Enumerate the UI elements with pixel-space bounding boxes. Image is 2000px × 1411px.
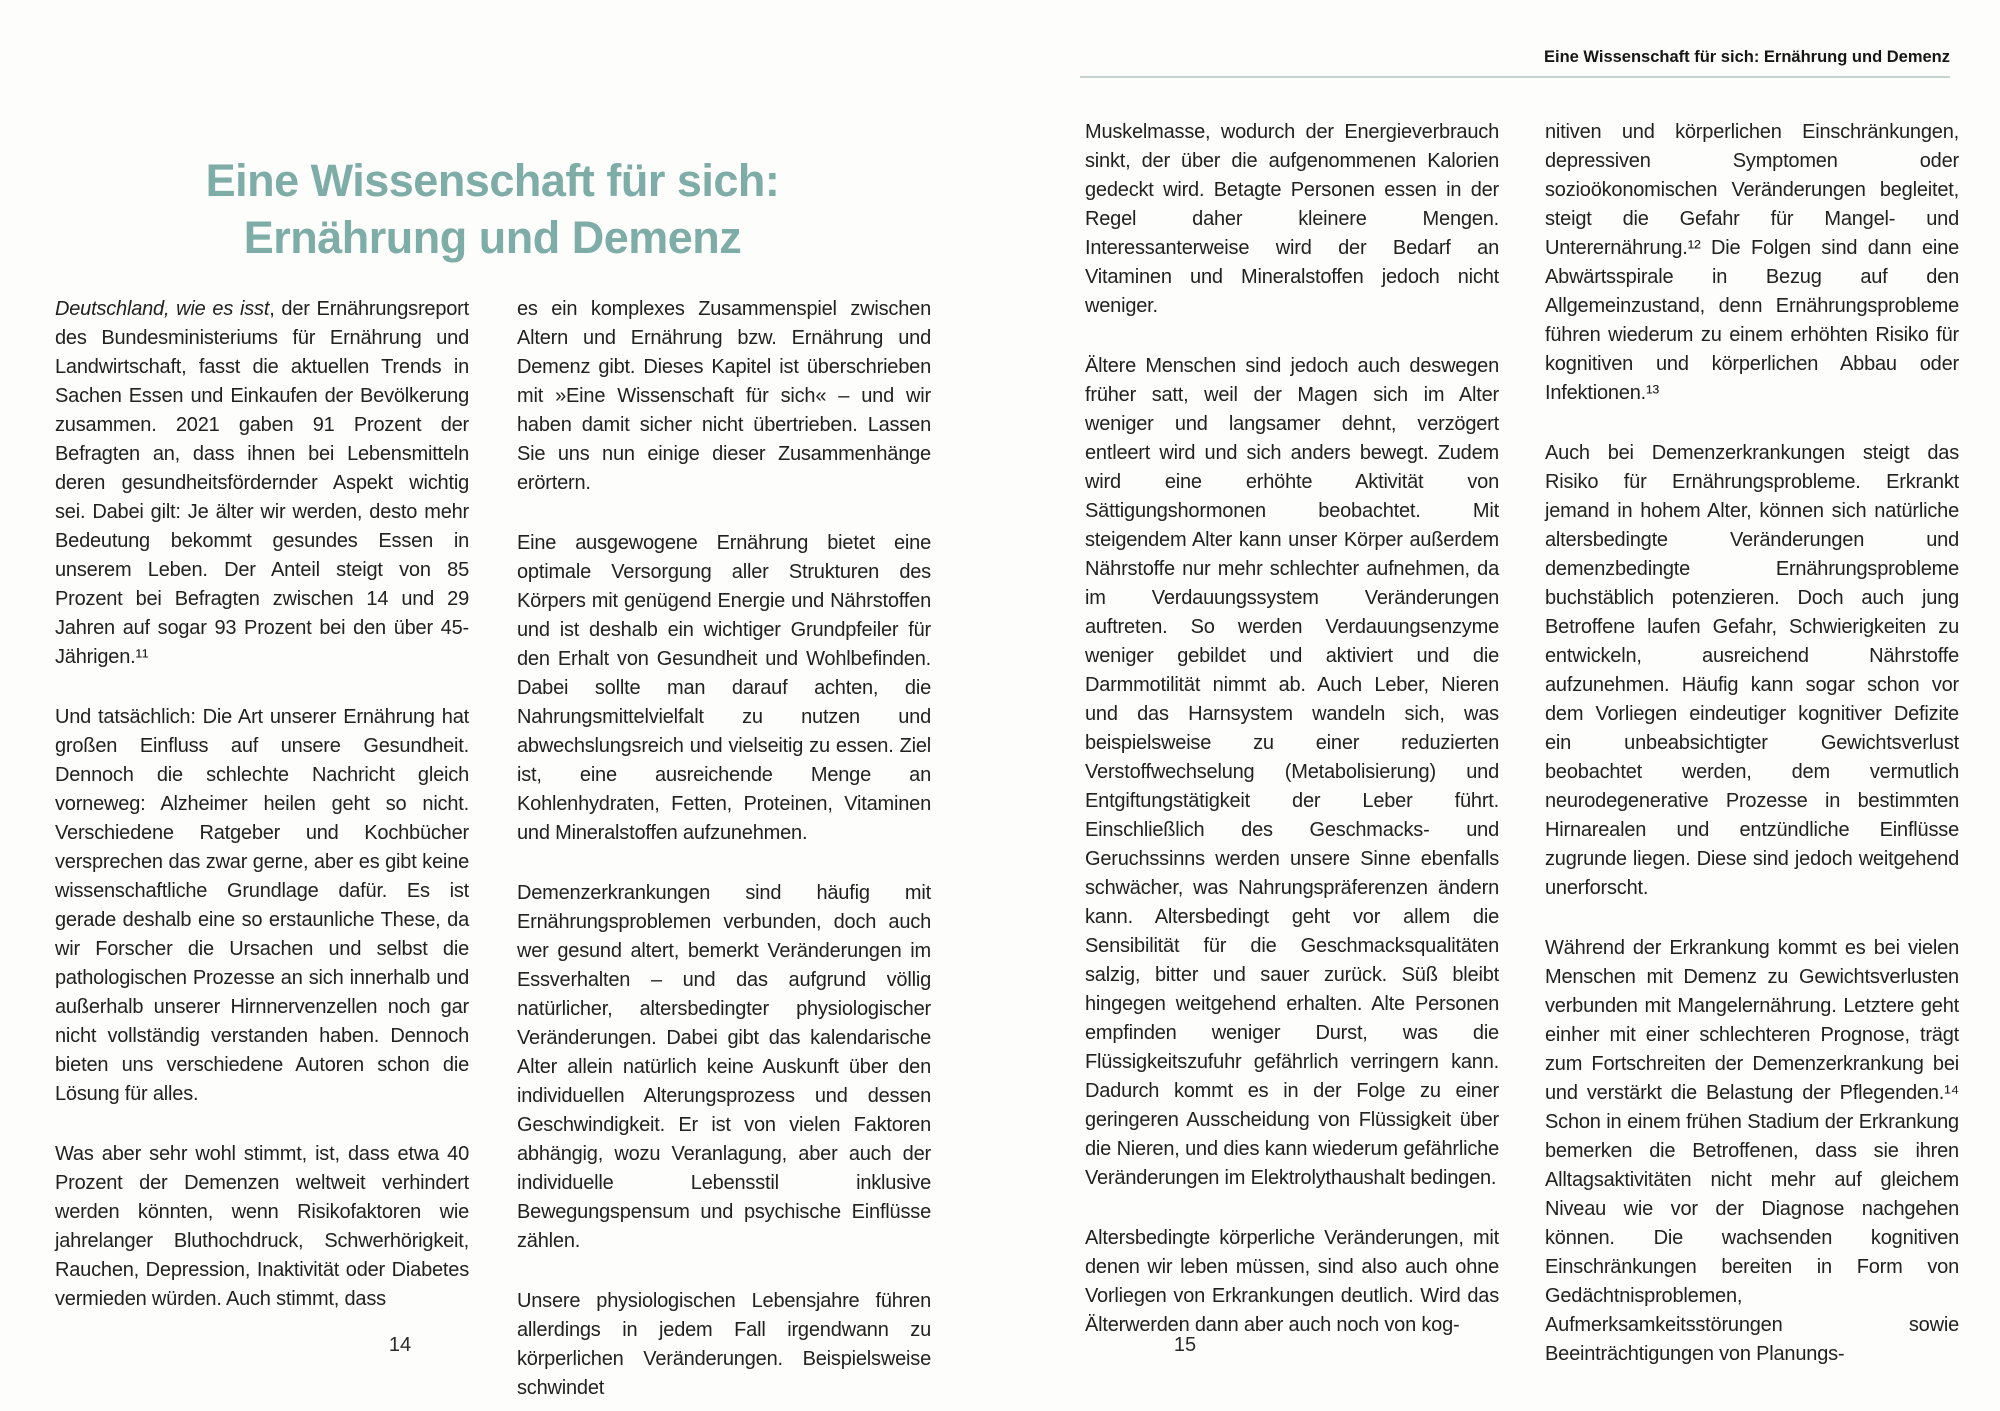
body-paragraph: Demenzerkrankungen sind häufig mit Ernährungsproblemen verbunden, doch auch wer gesund altert, bemerkt Veränderungen im Essverhalten – und das aufgrund völlig natürlicher, altersbedingter physiologischer Veränderungen. Dabei gibt das kalendarische Alter allein natürlich keine Auskunft über den individuellen Alterungsprozess und dessen Geschwindigkeit. Er ist von vielen Faktoren abhängig, wozu Veranlagung, aber auch der individuelle Lebensstil inklusive Bewegungspensum und psychische Einflüsse zählen.: [517, 882, 931, 1252]
body-paragraph: Auch bei Demenzerkrankungen steigt das Risiko für Ernährungsprobleme. Erkrankt jemand in hohem Alter, können sich natürliche altersbedingte Veränderungen und demenzbedingte Ernährungsprobleme buchstäblich potenzieren. Doch auch jung Betroffene laufen Gefahr, Schwierigkeiten zu entwickeln, ausreichend Nährstoffe aufzunehmen. Häufig kann sogar schon vor dem Vorliegen eindeutiger kognitiver Defizite ein unbeabsichtigter Gewichtsverlust beobachtet werden, dem vermutlich neurodegenerative Prozesse in bestimmten Hirnarealen und entzündliche Einflüsse zugrunde liegen. Diese sind jedoch weitgehend unerforscht.: [1545, 442, 1959, 899]
body-paragraph: Und tatsächlich: Die Art unserer Ernährung hat großen Einfluss auf unsere Gesundheit. Dennoch die schlechte Nachricht gleich vorneweg: Alzheimer heilen geht so nicht. Verschiedene Ratgeber und Kochbücher versprechen das zwar gerne, aber es gibt keine wissenschaftliche Grundlage dafür. Es ist gerade deshalb eine so erstaunliche These, da wir Forscher die Ursachen und selbst die pathologischen Prozesse an sich innerhalb und außerhalb unserer Hirnnervenzellen noch gar nicht vollständig verstanden haben. Dennoch bieten uns verschiedene Autoren schon die Lösung für alles.: [55, 706, 469, 1105]
text-column-left-2: [517, 295, 931, 1403]
body-paragraph: Unsere physiologischen Lebensjahre führen allerdings in jedem Fall irgendwann zu körperlichen Veränderungen. Beispielsweise schwindet: [517, 1290, 931, 1399]
body-paragraph: Altersbedingte körperliche Veränderungen, mit denen wir leben müssen, sind also auch ohne Vorliegen von Erkrankungen deutlich. Wird das Älterwerden dann aber auch noch von kog-: [1085, 1227, 1499, 1336]
italic-lead: Deutschland, wie es isst: [55, 298, 270, 320]
text-column-right-2: [1545, 118, 1959, 1369]
paragraph-text: , der Ernährungsreport des Bundesministeriums für Ernährung und Landwirtschaft, fasst die aktuellen Trends in Sachen Essen und Einkaufen der Bevölkerung zusammen. 2021 gaben 91 Prozent der Befragten an, dass ihnen bei Lebensmitteln deren gesundheitsfördernder Aspekt wichtig sei. Dabei gilt: Je älter wir werden, desto mehr Bedeutung bekommt gesundes Essen in unserem Leben. Der Anteil steigt von 85 Prozent bei Befragten zwischen 14 und 29 Jahren auf sogar 93 Prozent bei den über 45-Jährigen.¹¹: [55, 298, 469, 668]
body-paragraph: Muskelmasse, wodurch der Energieverbrauch sinkt, der über die aufgenommenen Kalorien gedeckt wird. Betagte Personen essen in der Regel daher kleinere Mengen. Interessanterweise wird der Bedarf an Vitaminen und Mineralstoffen jedoch nicht weniger.: [1085, 121, 1499, 317]
header-rule: [1080, 76, 1950, 78]
body-paragraph: Was aber sehr wohl stimmt, ist, dass etwa 40 Prozent der Demenzen weltweit verhindert werden könnten, wenn Risikofaktoren wie jahrelanger Bluthochdruck, Schwerhörigkeit, Rauchen, Depression, Inaktivität oder Diabetes vermieden würden. Auch stimmt, dass: [55, 1143, 469, 1310]
chapter-title-line-1: Eine Wissenschaft für sich:: [205, 155, 780, 207]
body-paragraph: Ältere Menschen sind jedoch auch deswegen früher satt, weil der Magen sich im Alter weniger und langsamer dehnt, verzögert entleert wird und sich anders bewegt. Zudem wird eine erhöhte Aktivität von Sättigungshormonen beobachtet. Mit steigendem Alter kann unser Körper außerdem Nährstoffe nur mehr schlechter aufnehmen, da im Verdauungssystem Veränderungen auftreten. So werden Verdauungsenzyme weniger gebildet und aktiviert und die Darmmotilität nimmt ab. Auch Leber, Nieren und das Harnsystem wandeln sich, was beispielsweise zu einer reduzierten Verstoffwechselung (Metabolisierung) und Entgiftungstätigkeit der Leber führt. Einschließlich des Geschmacks- und Geruchssinns werden unsere Sinne ebenfalls schwächer, was Nahrungspräferenzen ändern kann. Altersbedingt geht vor allem die Sensibilität für die Geschmacksqualitäten salzig, bitter und sauer zurück. Süß bleibt hingegen weitgehend erhalten. Alte Personen empfinden weniger Durst, was die Flüssigkeitszufuhr gefährlich verringern kann. Dadurch kommt es in der Folge zu einer geringeren Ausscheidung von Flüssigkeit über die Nieren, und dies kann wiederum gefährliche Veränderungen im Elektrolythaushalt bedingen.: [1085, 355, 1499, 1189]
chapter-title-line-2: Ernährung und Demenz: [243, 212, 742, 264]
body-paragraph: nitiven und körperlichen Einschränkungen, depressiven Symptomen oder sozioökonomischen Veränderungen begleitet, steigt die Gefahr für Mangel- und Unterernährung.¹² Die Folgen sind dann eine Abwärtsspirale in Bezug auf den Allgemeinzustand, denn Ernährungsprobleme führen wiederum zu einem erhöhten Risiko für kognitiven und körperlichen Abbau oder Infektionen.¹³: [1545, 121, 1959, 404]
text-column-left-1: [55, 295, 469, 1314]
text-column-right-1: [1085, 118, 1499, 1340]
page-number-left: 14: [388, 1334, 412, 1356]
running-head: Eine Wissenschaft für sich: Ernährung und Demenz: [1544, 48, 1950, 66]
chapter-title: [55, 152, 930, 266]
body-paragraph: Während der Erkrankung kommt es bei vielen Menschen mit Demenz zu Gewichtsverlusten verbunden mit Mangelernährung. Letztere geht einher mit einer schlechteren Prognose, trägt zum Fortschreiten der Demenzerkrankung bei und verstärkt die Belastung der Pflegenden.¹⁴ Schon in einem frühen Stadium der Erkrankung bemerken die Betroffenen, dass sie ihren Alltagsaktivitäten nicht mehr auf gleichem Niveau wie vor der Diagnose nachgehen können. Die wachsenden kognitiven Einschränkungen bereiten in Form von Gedächtnisproblemen, Aufmerksamkeitsstörungen sowie Beeinträchtigungen von Planungs-: [1545, 937, 1959, 1365]
body-paragraph: es ein komplexes Zusammenspiel zwischen Altern und Ernährung bzw. Ernährung und Demenz gibt. Dieses Kapitel ist überschrieben mit »Eine Wissenschaft für sich« – und wir haben damit sicher nicht übertrieben. Lassen Sie uns nun einige dieser Zusammenhänge erörtern.: [517, 298, 931, 494]
body-paragraph: Eine ausgewogene Ernährung bietet eine optimale Versorgung aller Strukturen des Körpers mit genügend Energie und Nährstoffen und ist deshalb ein wichtiger Grundpfeiler für den Erhalt von Gesundheit und Wohlbefinden. Dabei sollte man darauf achten, die Nahrungsmittelvielfalt zu nutzen und abwechslungsreich und vielseitig zu essen. Ziel ist, eine ausreichende Menge an Kohlenhydraten, Fetten, Proteinen, Vitaminen und Mineralstoffen aufzunehmen.: [517, 532, 931, 844]
body-paragraph: [55, 295, 469, 672]
page-number-right: 15: [1173, 1334, 1197, 1356]
